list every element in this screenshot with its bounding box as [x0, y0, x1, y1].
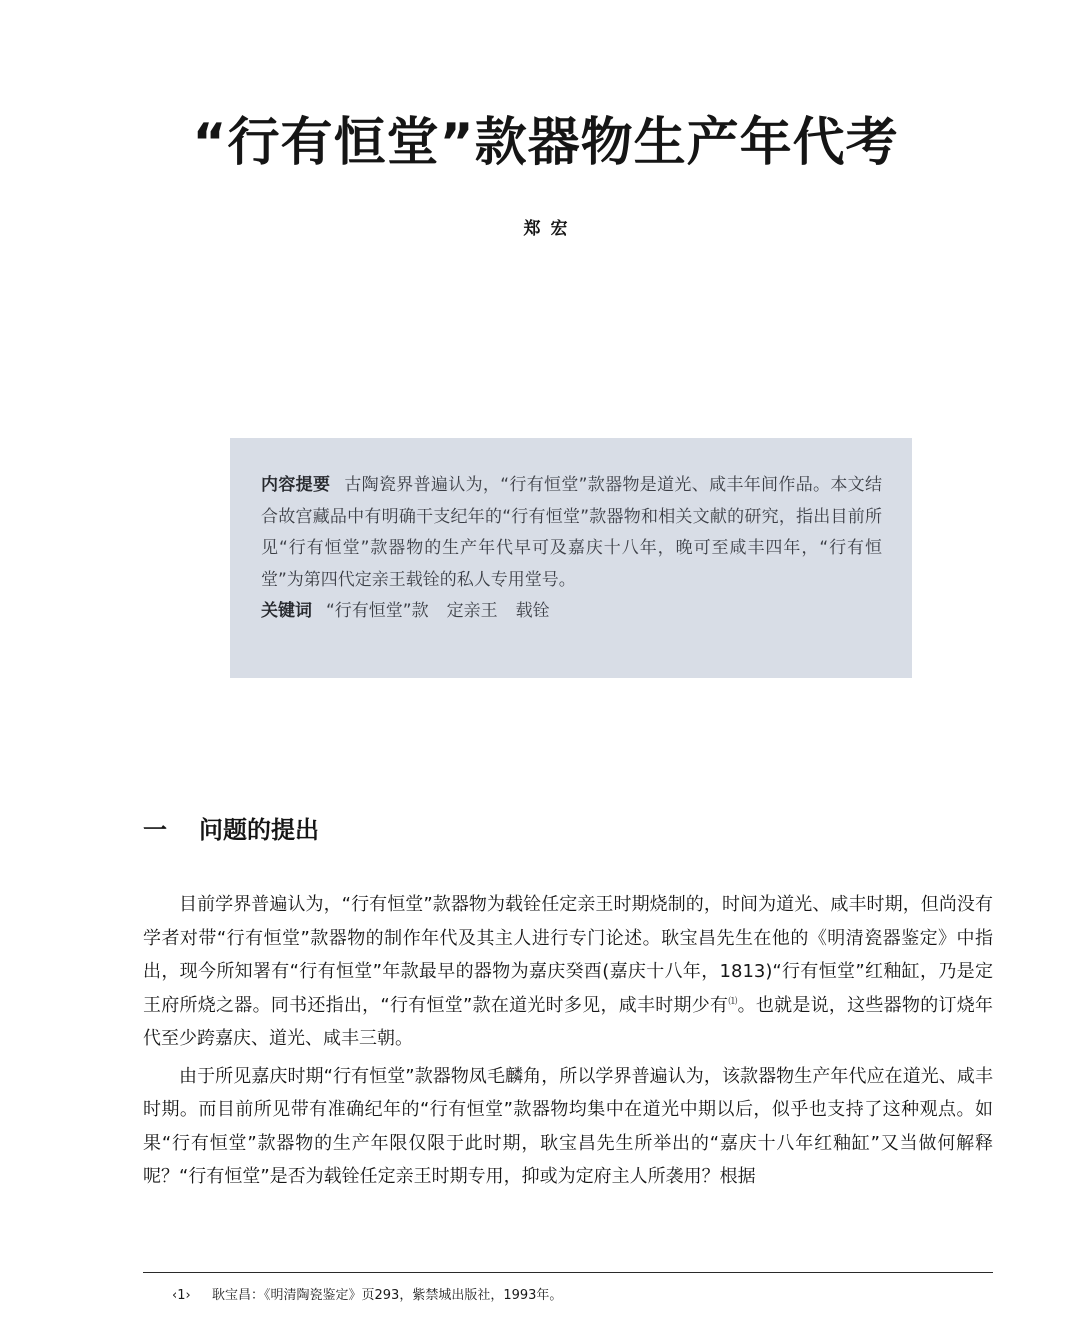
- keyword: 定亲王: [446, 601, 498, 621]
- section-heading: [143, 810, 319, 845]
- footnote-divider: [143, 1272, 993, 1273]
- section-title: 问题的提出: [199, 816, 319, 844]
- footnote-text: 耿宝昌：《明清陶瓷鉴定》页293，紫禁城出版社，1993年。: [212, 1288, 563, 1303]
- author-name: 郑宏: [523, 219, 578, 239]
- body-paragraph: [143, 888, 993, 1056]
- footnote-mark: ‹1›: [172, 1288, 191, 1303]
- paragraph-text: 目前学界普遍认为，“行有恒堂”款器物为载铨任定亲王时期烧制的，时间为道光、咸丰时期，但尚没有学者对带“行有恒堂”款器物的制作年代及其主人进行专门论述。耿宝昌先生在他的《明清瓷器鉴定》中指出，现今所知署有“行有恒堂”年款最早的器物为嘉庆癸酉(嘉庆十八年，1813)“行有恒堂”红釉缸，乃是定王府所烧之器。同书还指出，“行有恒堂”款在道光时多见，咸丰时期少有: [143, 894, 993, 1016]
- footnote: [172, 1284, 562, 1303]
- paragraph-text: 。也就是说，这些器物的订烧年代至少跨嘉庆、道光、咸丰三朝。: [143, 994, 993, 1049]
- keywords-label: 关键词: [261, 601, 312, 621]
- abstract-paragraph: [261, 470, 882, 596]
- body-text: [143, 888, 993, 1198]
- section-number: 一: [143, 816, 167, 844]
- keyword: “行有恒堂”款: [326, 601, 429, 621]
- abstract-text: 古陶瓷界普遍认为，“行有恒堂”款器物是道光、咸丰年间作品。本文结合故宫藏品中有明确干支纪年的“行有恒堂”款器物和相关文献的研究，指出目前所见“行有恒堂”款器物的生产年代早可及嘉庆十八年，晚可至咸丰四年，“行有恒堂”为第四代定亲王载铨的私人专用堂号。: [261, 475, 883, 590]
- keyword: 载铨: [515, 601, 550, 621]
- abstract-box: [230, 438, 912, 678]
- article-title: “行有恒堂”款器物生产年代考: [192, 113, 899, 173]
- body-paragraph: 由于所见嘉庆时期“行有恒堂”款器物凤毛麟角，所以学界普遍认为，该款器物生产年代应在道光、咸丰时期。而目前所见带有准确纪年的“行有恒堂”款器物均集中在道光中期以后，似乎也支持了这种观点。如果“行有恒堂”款器物的生产年限仅限于此时期，耿宝昌先生所举出的“嘉庆十八年红釉缸”又当做何解释呢？“行有恒堂”是否为载铨任定亲王时期专用，抑或为定府主人所袭用？根据: [143, 1065, 993, 1187]
- footnote-reference[interactable]: ⑴: [728, 996, 738, 1007]
- keywords-line: [261, 596, 882, 628]
- abstract-label: 内容提要: [261, 475, 331, 495]
